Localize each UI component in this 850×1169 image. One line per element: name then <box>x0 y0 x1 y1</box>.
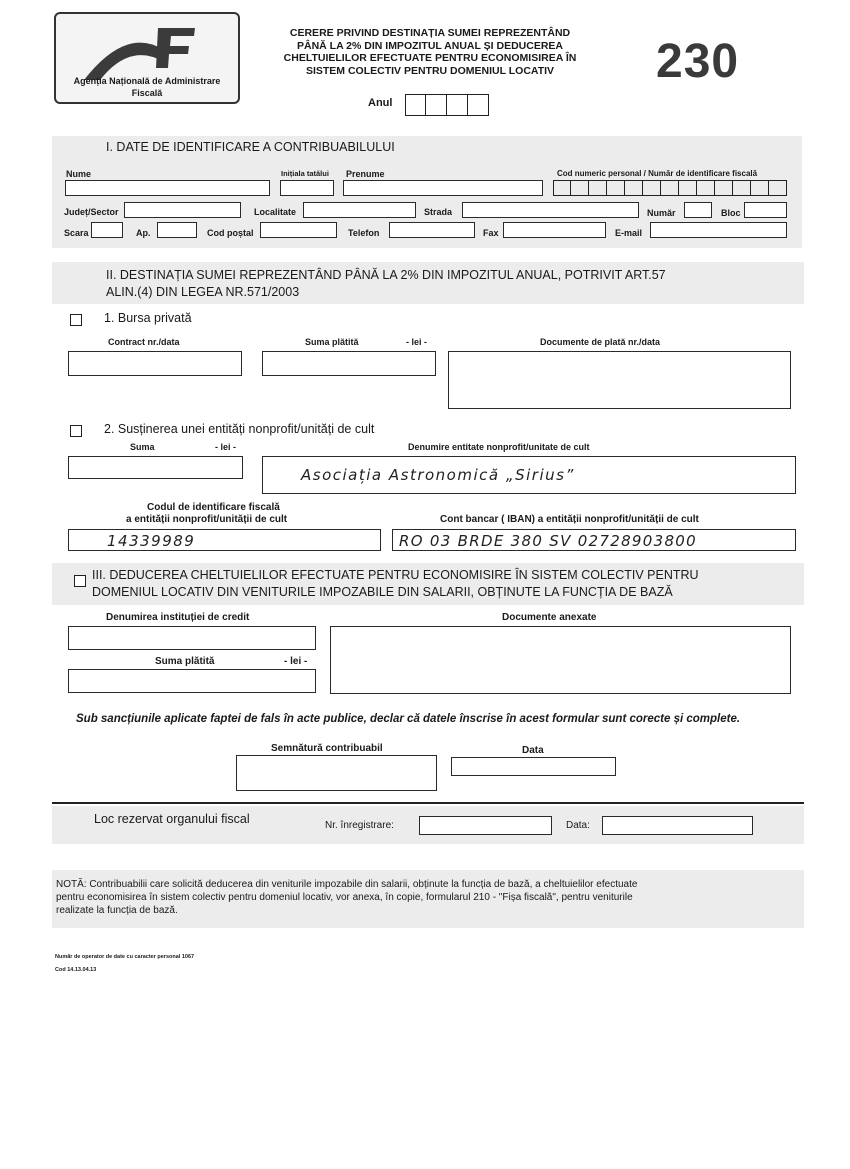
logo-panel <box>54 12 240 104</box>
label-telefon: Telefon <box>348 228 380 238</box>
label-prenume: Prenume <box>346 169 385 179</box>
title-line: PÂNĂ LA 2% DIN IMPOZITUL ANUAL ȘI DEDUCEREA <box>296 39 564 52</box>
agency-name-2: Fiscală <box>131 88 163 98</box>
cnp-field[interactable] <box>553 180 787 196</box>
year-label: Anul <box>368 97 393 109</box>
suma-field[interactable] <box>68 456 243 479</box>
cif-value: 14339989 <box>107 532 196 550</box>
label-contract: Contract nr./data <box>108 337 180 347</box>
declaration-text: Sub sancțiunile aplicate faptei de fals în acte publice, declar că datele înscrise în acest formular sunt corecte și complete. <box>76 713 741 725</box>
label-fiscal-data: Data: <box>566 820 590 831</box>
cod-postal-field[interactable] <box>260 222 337 238</box>
title-line: SISTEM COLECTIV PENTRU DOMENIUL LOCATIV <box>305 64 555 77</box>
form-title <box>260 27 600 77</box>
label-suma: Suma <box>130 442 155 452</box>
title-line: CERERE PRIVIND DESTINAȚIA SUMEI REPREZENTÂND <box>289 27 571 39</box>
section1-title: I. DATE DE IDENTIFICARE A CONTRIBUABILULUI <box>106 140 395 154</box>
form-number: 230 <box>656 35 740 88</box>
label-bloc: Bloc <box>721 208 741 218</box>
nume-field[interactable] <box>65 180 270 196</box>
label-suma-platita-3: Suma plătită <box>155 656 215 667</box>
label-denumire-entitate: Denumire entitate nonprofit/unitate de cult <box>408 442 590 452</box>
label-documente-anexate: Documente anexate <box>502 612 597 623</box>
deducere-checkbox[interactable] <box>74 575 86 587</box>
agency-name: Agenția Națională de Administrare <box>73 76 221 86</box>
label-lei: - lei - <box>215 442 237 452</box>
fiscal-divider <box>52 802 804 804</box>
label-strada: Strada <box>424 207 453 217</box>
localitate-field[interactable] <box>303 202 416 218</box>
nr-inregistrare-field[interactable] <box>419 816 552 835</box>
nota-line: pentru economisirea în sistem colectiv pentru domeniul locativ, vor anexa, în copie, formularul 210 - "Fișa fiscală", pentru veniturile <box>56 892 633 903</box>
institutie-field[interactable] <box>68 626 316 650</box>
label-initiala: Inițiala tatălui <box>281 169 329 178</box>
email-field[interactable] <box>650 222 787 238</box>
label-suma-platita: Suma plătită <box>305 337 359 347</box>
label-lei: - lei - <box>406 337 428 347</box>
contract-field[interactable] <box>68 351 242 376</box>
section3-title-line1: III. DEDUCEREA CHELTUIELILOR EFECTUATE PENTRU ECONOMISIRE ÎN SISTEM COLECTIV PENTRU <box>92 568 699 582</box>
fiscal-title: Loc rezervat organului fiscal <box>94 812 250 826</box>
fax-field[interactable] <box>503 222 606 238</box>
bloc-field[interactable] <box>744 202 787 218</box>
documente-plata-field[interactable] <box>448 351 791 409</box>
label-scara: Scara <box>64 228 89 238</box>
denumire-entitate-field[interactable] <box>262 456 796 494</box>
label-iban: Cont bancar ( IBAN) a entității nonprofit/unității de cult <box>440 514 699 525</box>
numar-field[interactable] <box>684 202 712 218</box>
prenume-field[interactable] <box>343 180 543 196</box>
label-ap: Ap. <box>136 228 151 238</box>
label-cod-postal: Cod poștal <box>207 228 254 238</box>
label-lei-3: - lei - <box>284 656 308 667</box>
iban-value: RO 03 BRDE 380 SV 02728903800 <box>399 532 697 550</box>
denumire-entitate-value: Asociația Astronomică „Sirius” <box>301 466 575 484</box>
label-documente-plata: Documente de plată nr./data <box>540 337 661 347</box>
suma-platita-3-field[interactable] <box>68 669 316 693</box>
section3-title-line2: DOMENIUL LOCATIV DIN VENITURILE IMPOZABILE DIN SALARII, OBȚINUTE LA FUNCȚIA DE BAZĂ <box>92 585 673 599</box>
section2-title-line2: ALIN.(4) DIN LEGEA NR.571/2003 <box>106 285 300 299</box>
title-line: CHELTUIELILOR EFECTUATE PENTRU ECONOMISIREA ÎN <box>283 52 577 64</box>
form-code: Cod 14.13.04.13 <box>55 967 97 973</box>
sustinere-label: 2. Susținerea unei entități nonprofit/unități de cult <box>104 422 375 436</box>
year-input[interactable] <box>405 94 489 116</box>
nota-text <box>56 878 637 917</box>
ap-field[interactable] <box>157 222 197 238</box>
section2-title-line1: II. DESTINAȚIA SUMEI REPREZENTÂND PÂNĂ LA 2% DIN IMPOZITUL ANUAL, POTRIVIT ART.57 <box>106 268 666 282</box>
label-nume: Nume <box>66 169 92 179</box>
telefon-field[interactable] <box>389 222 475 238</box>
initiala-field[interactable] <box>280 180 334 196</box>
signature-field[interactable] <box>236 755 437 791</box>
suma-platita-field[interactable] <box>262 351 436 376</box>
label-institutie: Denumirea instituției de credit <box>106 612 250 623</box>
bursa-label: 1. Bursa privată <box>104 311 192 325</box>
bursa-checkbox[interactable] <box>70 314 82 326</box>
label-judet: Județ/Sector <box>64 207 119 217</box>
label-nr-inregistrare: Nr. înregistrare: <box>325 820 394 831</box>
label-data: Data <box>522 745 544 756</box>
nota-line: NOTĂ: Contribuabilii care solicită deducerea din veniturile impozabile din salarii, obținute la funcția de bază, a cheltuielilor efectuate <box>56 879 638 890</box>
iban-field[interactable] <box>392 529 796 551</box>
nota-line: realizate la funcția de bază. <box>56 905 178 916</box>
label-semnatura: Semnătură contribuabil <box>271 743 383 754</box>
judet-field[interactable] <box>124 202 241 218</box>
strada-field[interactable] <box>462 202 639 218</box>
label-numar: Număr <box>647 208 676 218</box>
date-field[interactable] <box>451 757 616 776</box>
scara-field[interactable] <box>91 222 123 238</box>
label-localitate: Localitate <box>254 207 297 217</box>
operator-number: Număr de operator de date cu caracter personal 1067 <box>55 954 195 960</box>
sustinere-checkbox[interactable] <box>70 425 82 437</box>
fiscal-date-field[interactable] <box>602 816 753 835</box>
label-cnp: Cod numeric personal / Număr de identificare fiscală <box>557 169 758 178</box>
label-cif-2: a entității nonprofit/unității de cult <box>126 514 288 525</box>
cif-field[interactable] <box>68 529 381 551</box>
label-fax: Fax <box>483 228 499 238</box>
label-cif-1: Codul de identificare fiscală <box>147 502 280 513</box>
label-email: E-mail <box>615 228 643 238</box>
documente-anexate-field[interactable] <box>330 626 791 694</box>
